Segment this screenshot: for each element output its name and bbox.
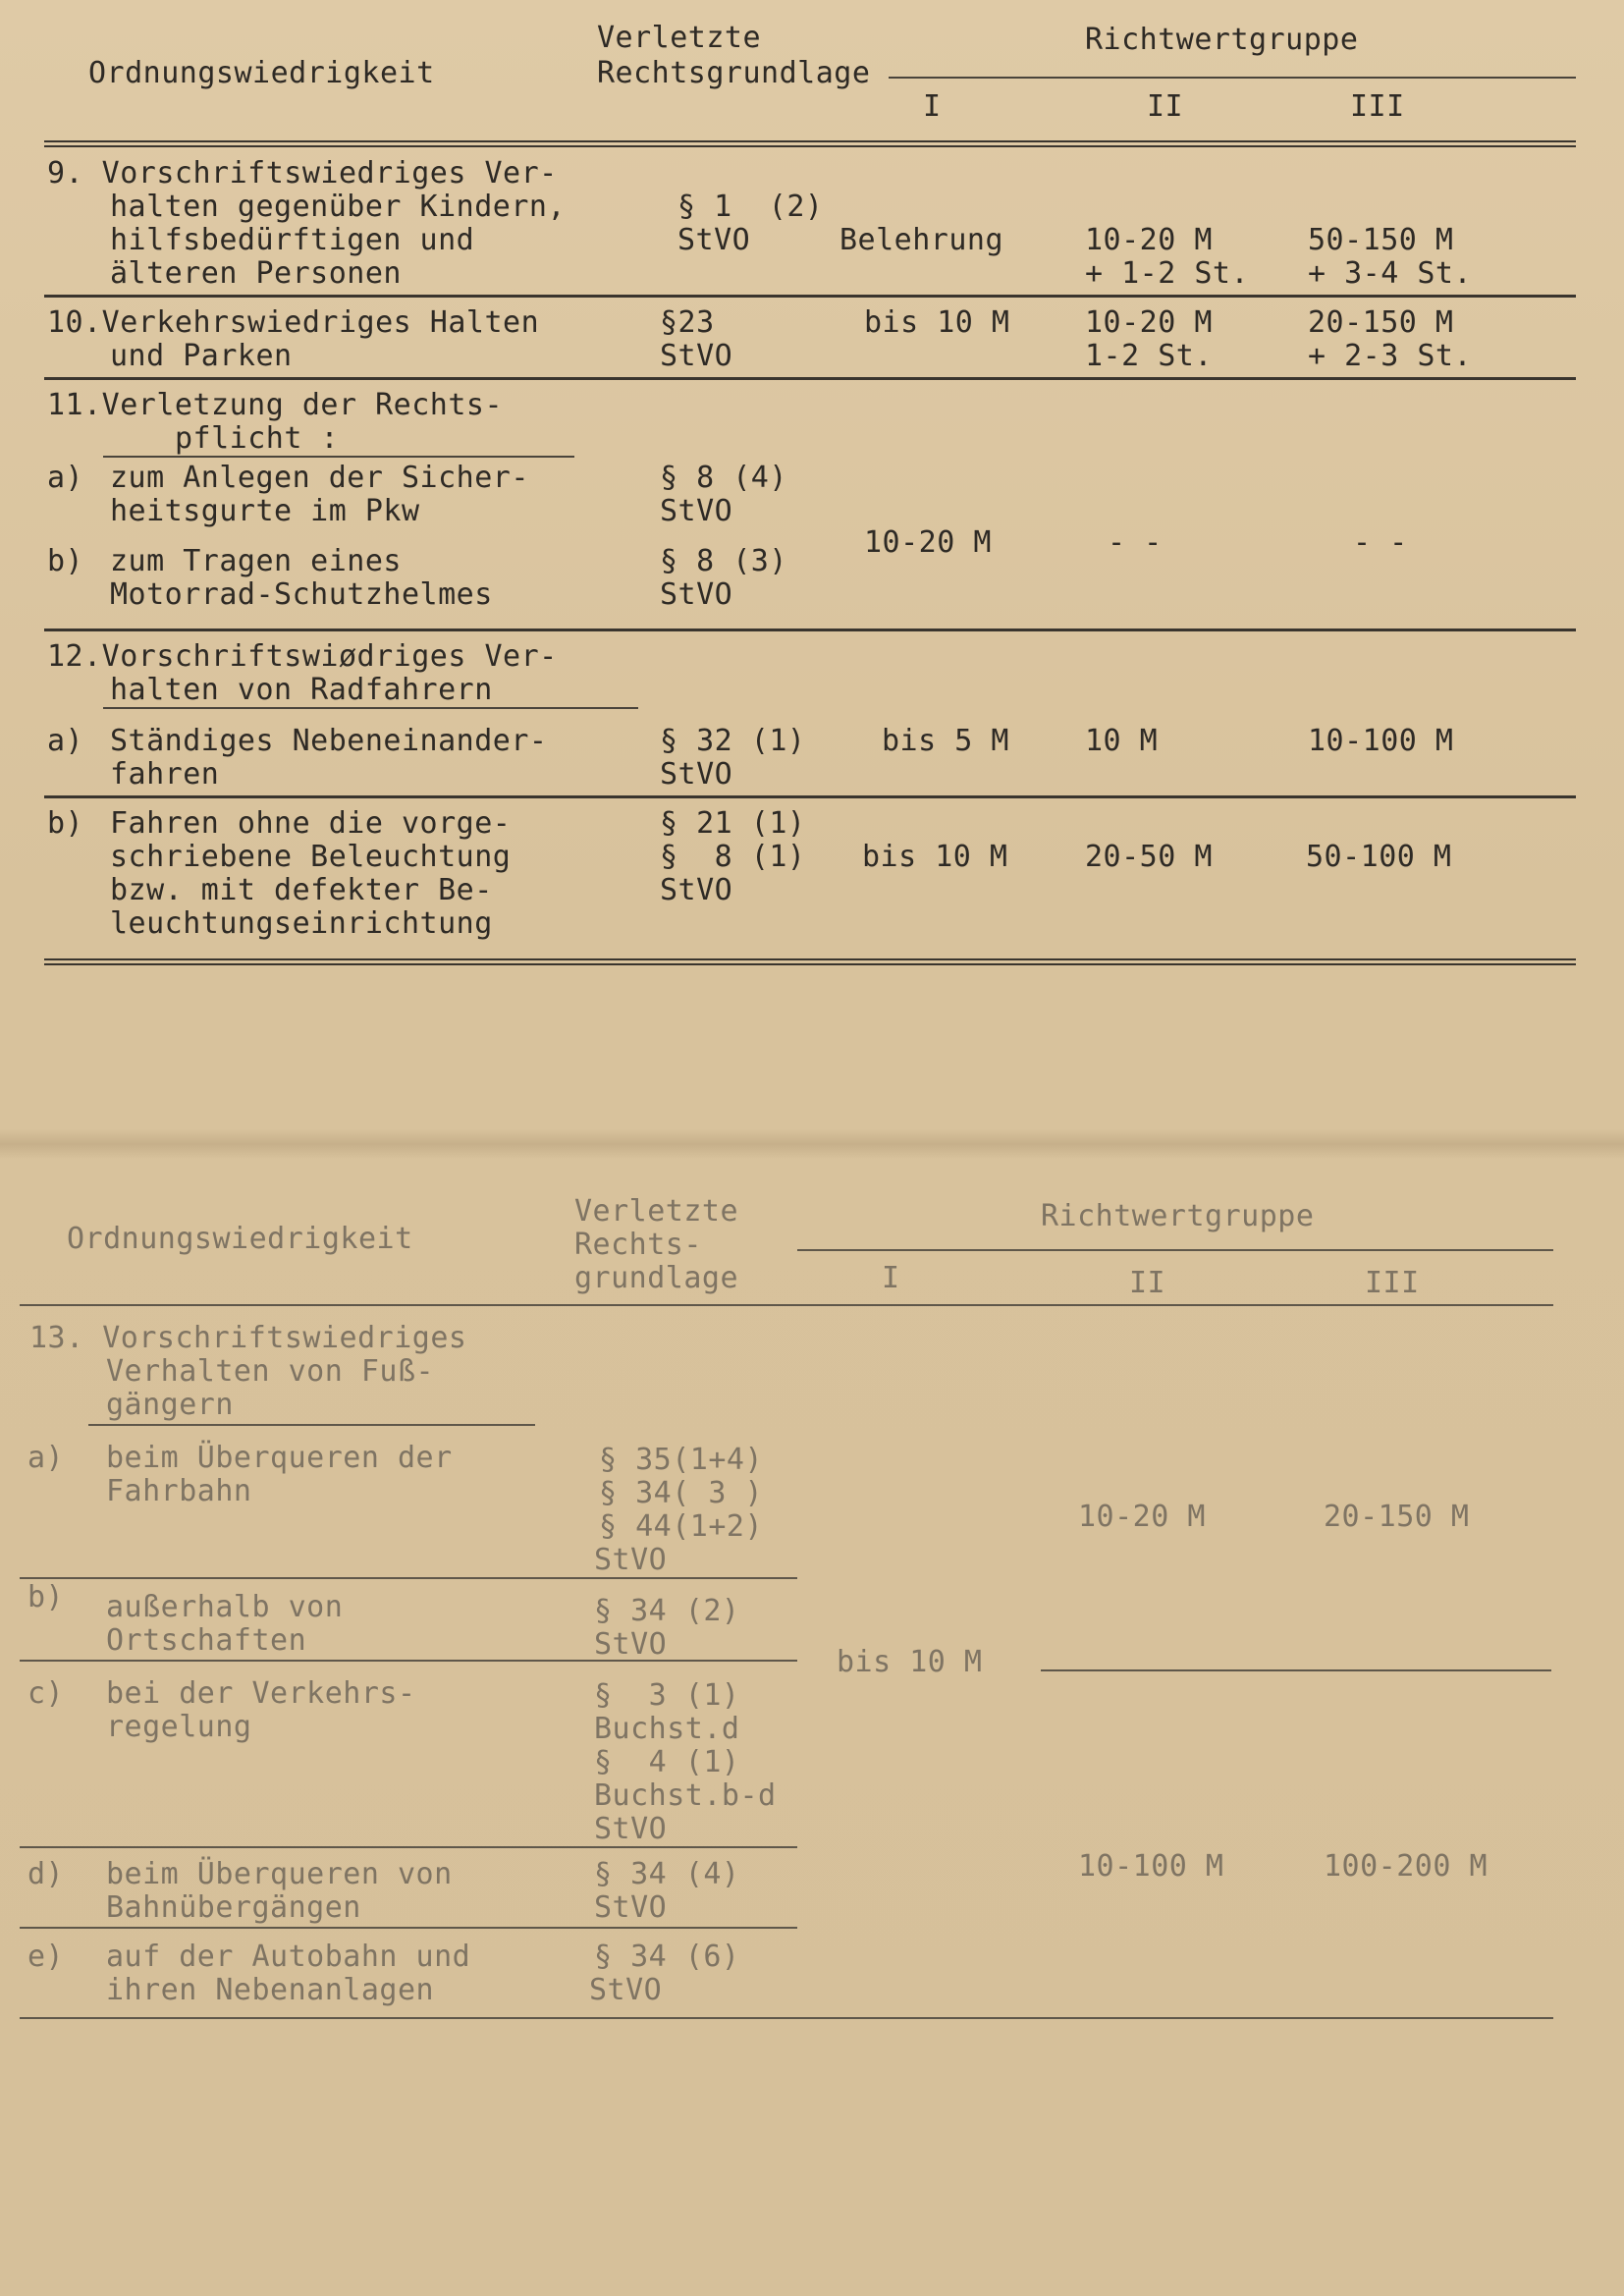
row13c-line1: bei der Verkehrs- xyxy=(106,1676,416,1711)
row12b-line1: Fahren ohne die vorge- xyxy=(110,806,512,841)
row12b-group1: bis 10 M xyxy=(862,840,1008,874)
row10-group2-hours: 1-2 St. xyxy=(1085,339,1213,373)
row13-line1: 13. Vorschriftswiedriges xyxy=(29,1321,467,1355)
row11b-line2: Motorrad-Schutzhelmes xyxy=(110,577,493,612)
row12b-basis2: § 8 (1) xyxy=(660,840,806,874)
row11-underline xyxy=(103,456,574,458)
row11-group3: - - xyxy=(1353,525,1408,560)
row-divider xyxy=(44,795,1576,798)
row13c-basis4: Buchst.b-d xyxy=(594,1778,777,1813)
row13e-line2: ihren Nebenanlagen xyxy=(106,1973,435,2007)
header-bottom-rule xyxy=(44,140,1576,147)
row9-group3-hours: + 3-4 St. xyxy=(1308,256,1473,291)
row13d-basis1: § 34 (4) xyxy=(594,1857,740,1891)
row13b-label: b) xyxy=(27,1580,65,1614)
row13d-line1: beim Überqueren von xyxy=(106,1857,453,1891)
row-divider xyxy=(20,1846,797,1848)
row13-group1: bis 10 M xyxy=(837,1645,983,1679)
row12a-line2: fahren xyxy=(110,757,220,792)
row-divider xyxy=(20,1577,797,1579)
row10-line2: und Parken xyxy=(110,339,293,373)
row13ab-group3: 20-150 M xyxy=(1324,1500,1470,1534)
row13c-basis2: Buchst.d xyxy=(594,1712,740,1746)
row12b-group2: 20-50 M xyxy=(1085,840,1213,874)
header-basis-line2: Rechtsgrundlage xyxy=(597,56,871,90)
row12b-group3: 50-100 M xyxy=(1306,840,1452,874)
row13a-label: a) xyxy=(27,1441,65,1475)
row11b-label: b) xyxy=(47,544,84,578)
header-group-1: I xyxy=(923,89,942,124)
row13d-line2: Bahnübergängen xyxy=(106,1890,361,1925)
row13a-line2: Fahrbahn xyxy=(106,1474,252,1508)
row13c-basis5: StVO xyxy=(594,1812,668,1846)
row10-basis2: StVO xyxy=(660,339,733,373)
row12b-line3: bzw. mit defekter Be- xyxy=(110,873,493,907)
header-basis-line1: Verletzte xyxy=(597,21,762,55)
header-group-rule xyxy=(889,77,1576,79)
header2-group: Richtwertgruppe xyxy=(1041,1199,1315,1233)
row13a-basis1: § 35(1+4) xyxy=(599,1443,764,1477)
row11-line1: 11.Verletzung der Rechts- xyxy=(47,388,504,422)
row13e-line1: auf der Autobahn und xyxy=(106,1940,471,1974)
row9-line4: älteren Personen xyxy=(110,256,402,291)
header-group-3: III xyxy=(1350,89,1405,124)
row10-group1: bis 10 M xyxy=(864,305,1010,340)
row12b-basis3: StVO xyxy=(660,873,733,907)
row12b-line4: leuchtungseinrichtung xyxy=(110,906,493,941)
header2-basis-line1: Verletzte xyxy=(574,1194,739,1229)
header2-offense: Ordnungswiedrigkeit xyxy=(67,1222,413,1256)
row13c-label: c) xyxy=(27,1676,65,1711)
table1-bottom-rule xyxy=(44,958,1576,965)
row13c-line2: regelung xyxy=(106,1710,252,1744)
row13a-basis4: StVO xyxy=(594,1543,668,1577)
paper-fold-crease xyxy=(0,1129,1624,1159)
row10-line1: 10.Verkehrswiedriges Halten xyxy=(47,305,540,340)
row12a-group3: 10-100 M xyxy=(1308,724,1454,758)
row11a-line1: zum Anlegen der Sicher- xyxy=(110,461,529,495)
row10-group3-hours: + 2-3 St. xyxy=(1308,339,1473,373)
row11b-basis2: StVO xyxy=(660,577,733,612)
table2-bottom-rule xyxy=(20,2017,1553,2019)
row12b-label: b) xyxy=(47,806,84,841)
row11a-label: a) xyxy=(47,461,84,495)
row13de-group3: 100-200 M xyxy=(1324,1849,1489,1884)
row13e-basis2: StVO xyxy=(589,1973,663,2007)
row11b-line1: zum Tragen eines xyxy=(110,544,402,578)
row9-group2-fine: 10-20 M xyxy=(1085,223,1213,257)
row12a-group2: 10 M xyxy=(1085,724,1159,758)
row13-line3: gängern xyxy=(106,1388,234,1422)
row9-line2: halten gegenüber Kindern, xyxy=(110,190,567,224)
row13c-basis1: § 3 (1) xyxy=(594,1678,740,1713)
row12a-line1: Ständiges Nebeneinander- xyxy=(110,724,548,758)
row13d-basis2: StVO xyxy=(594,1890,668,1925)
row9-group1: Belehrung xyxy=(839,223,1004,257)
row12a-label: a) xyxy=(47,724,84,758)
row13e-basis1: § 34 (6) xyxy=(594,1940,740,1974)
header2-group-3: III xyxy=(1365,1266,1420,1300)
header2-bottom-rule xyxy=(20,1304,1553,1306)
row13c-basis3: § 4 (1) xyxy=(594,1745,740,1779)
row11a-basis1: § 8 (4) xyxy=(660,461,787,495)
row-divider xyxy=(20,1660,797,1662)
row13e-label: e) xyxy=(27,1940,65,1974)
row12a-basis2: StVO xyxy=(660,757,733,792)
row12a-group1: bis 5 M xyxy=(882,724,1009,758)
row11b-basis1: § 8 (3) xyxy=(660,544,787,578)
row12b-line2: schriebene Beleuchtung xyxy=(110,840,512,874)
row11a-basis2: StVO xyxy=(660,494,733,528)
header2-basis-line2: Rechts- xyxy=(574,1228,702,1262)
row13a-basis3: § 44(1+2) xyxy=(599,1509,764,1544)
row9-group2-hours: + 1-2 St. xyxy=(1085,256,1250,291)
row-divider xyxy=(44,295,1576,298)
header2-group-2: II xyxy=(1129,1266,1166,1300)
group-divider xyxy=(1041,1669,1551,1671)
row13a-basis2: § 34( 3 ) xyxy=(599,1476,764,1510)
row11-group2: - - xyxy=(1108,525,1163,560)
row-divider xyxy=(20,1927,797,1929)
row13d-label: d) xyxy=(27,1857,65,1891)
header-group: Richtwertgruppe xyxy=(1085,23,1359,57)
row9-basis1: § 1 (2) xyxy=(677,190,824,224)
row-divider xyxy=(44,629,1576,631)
row9-basis2: StVO xyxy=(677,223,751,257)
row13-underline xyxy=(88,1424,535,1426)
row12a-basis1: § 32 (1) xyxy=(660,724,806,758)
row9-line1: 9. Vorschriftswiedriges Ver- xyxy=(47,156,558,191)
row10-group2-fine: 10-20 M xyxy=(1085,305,1213,340)
row13de-group2: 10-100 M xyxy=(1078,1849,1224,1884)
row13b-basis1: § 34 (2) xyxy=(594,1594,740,1628)
row-divider xyxy=(44,377,1576,380)
header-group-2: II xyxy=(1147,89,1184,124)
header2-basis-line3: grundlage xyxy=(574,1261,739,1295)
row9-line3: hilfsbedürftigen und xyxy=(110,223,475,257)
header2-group-rule xyxy=(797,1249,1553,1251)
row13b-line2: Ortschaften xyxy=(106,1623,307,1658)
row13b-line1: außerhalb von xyxy=(106,1590,344,1624)
row10-basis1: §23 xyxy=(660,305,715,340)
row13b-basis2: StVO xyxy=(594,1627,668,1662)
row10-group3-fine: 20-150 M xyxy=(1308,305,1454,340)
row13ab-group2: 10-20 M xyxy=(1078,1500,1206,1534)
row12b-basis1: § 21 (1) xyxy=(660,806,806,841)
row11a-line2: heitsgurte im Pkw xyxy=(110,494,420,528)
row13-line2: Verhalten von Fuß- xyxy=(106,1354,435,1389)
row9-group3-fine: 50-150 M xyxy=(1308,223,1454,257)
row11-group1: 10-20 M xyxy=(864,525,992,560)
row13a-line1: beim Überqueren der xyxy=(106,1441,453,1475)
row12-underline xyxy=(103,707,638,709)
row11-line2: pflicht : xyxy=(175,421,340,456)
header-offense: Ordnungswiedrigkeit xyxy=(88,56,435,90)
header2-group-1: I xyxy=(882,1261,900,1295)
row12-line2: halten von Radfahrern xyxy=(110,673,493,707)
row12-line1: 12.Vorschriftswiødriges Ver- xyxy=(47,639,558,674)
